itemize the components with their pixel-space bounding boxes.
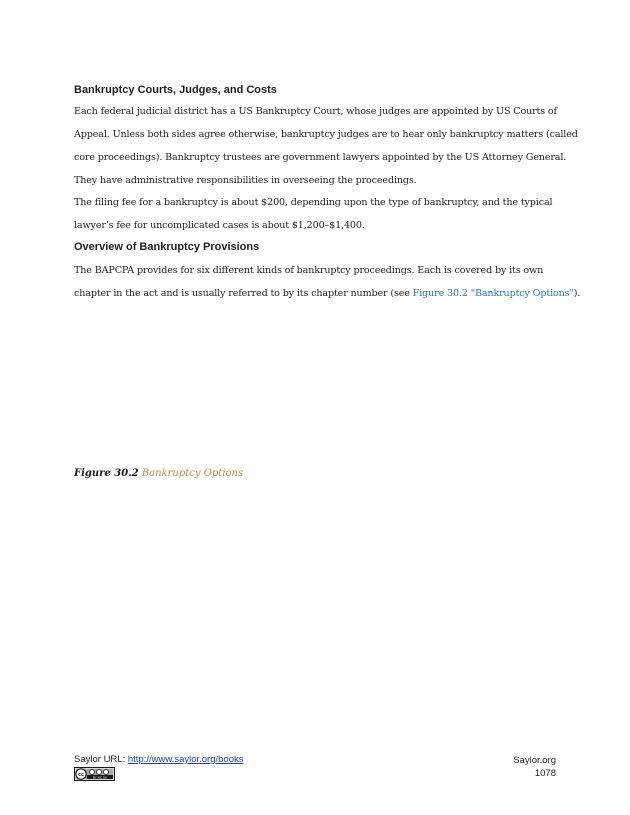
creative-commons-by-nc-sa-icon xyxy=(74,767,115,781)
paragraph-text: chapter in the act and is usually referred to by its chapter number (see xyxy=(74,288,413,299)
figure-label: Figure 30.2 xyxy=(74,468,139,479)
paragraph-line: They have administrative responsibilities in overseeing the proceedings. xyxy=(74,175,417,186)
footer-right xyxy=(513,754,556,780)
paragraph-line: Each federal judicial district has a US Bankruptcy Court, whose judges are appointed by US Courts of xyxy=(74,106,557,117)
figure-caption xyxy=(74,468,243,479)
figure-link[interactable]: Figure 30.2 "Bankruptcy Options" xyxy=(412,288,574,299)
paragraph-line: The filing fee for a bankruptcy is about $200, depending upon the type of bankruptcy, and the typical xyxy=(74,197,553,208)
paragraph-line xyxy=(74,288,580,299)
section-heading-courts: Bankruptcy Courts, Judges, and Costs xyxy=(74,84,277,96)
paragraph-text: ). xyxy=(573,288,581,299)
paragraph-line: lawyer’s fee for uncomplicated cases is about $1,200–$1,400. xyxy=(74,220,365,231)
license-badge-text: BY NC SA xyxy=(93,775,107,780)
paragraph-line: core proceedings). Bankruptcy trustees are government lawyers appointed by the US Attorney General. xyxy=(74,152,567,163)
section-heading-overview: Overview of Bankruptcy Provisions xyxy=(74,241,260,253)
footer-url xyxy=(74,754,244,765)
paragraph-line: Appeal. Unless both sides agree otherwise, bankruptcy judges are to hear only bankruptcy matters (called xyxy=(74,129,578,140)
figure-title: Bankruptcy Options xyxy=(141,468,244,479)
page-number: 1078 xyxy=(534,768,556,779)
footer-url-link[interactable]: http://www.saylor.org/books xyxy=(127,754,244,765)
paragraph-line: The BAPCPA provides for six different kinds of bankruptcy proceedings. Each is covered by its own xyxy=(74,265,544,276)
footer-url-label: Saylor URL: xyxy=(74,754,128,765)
svg-text:cc: cc xyxy=(78,772,84,778)
footer-site: Saylor.org xyxy=(513,755,556,766)
